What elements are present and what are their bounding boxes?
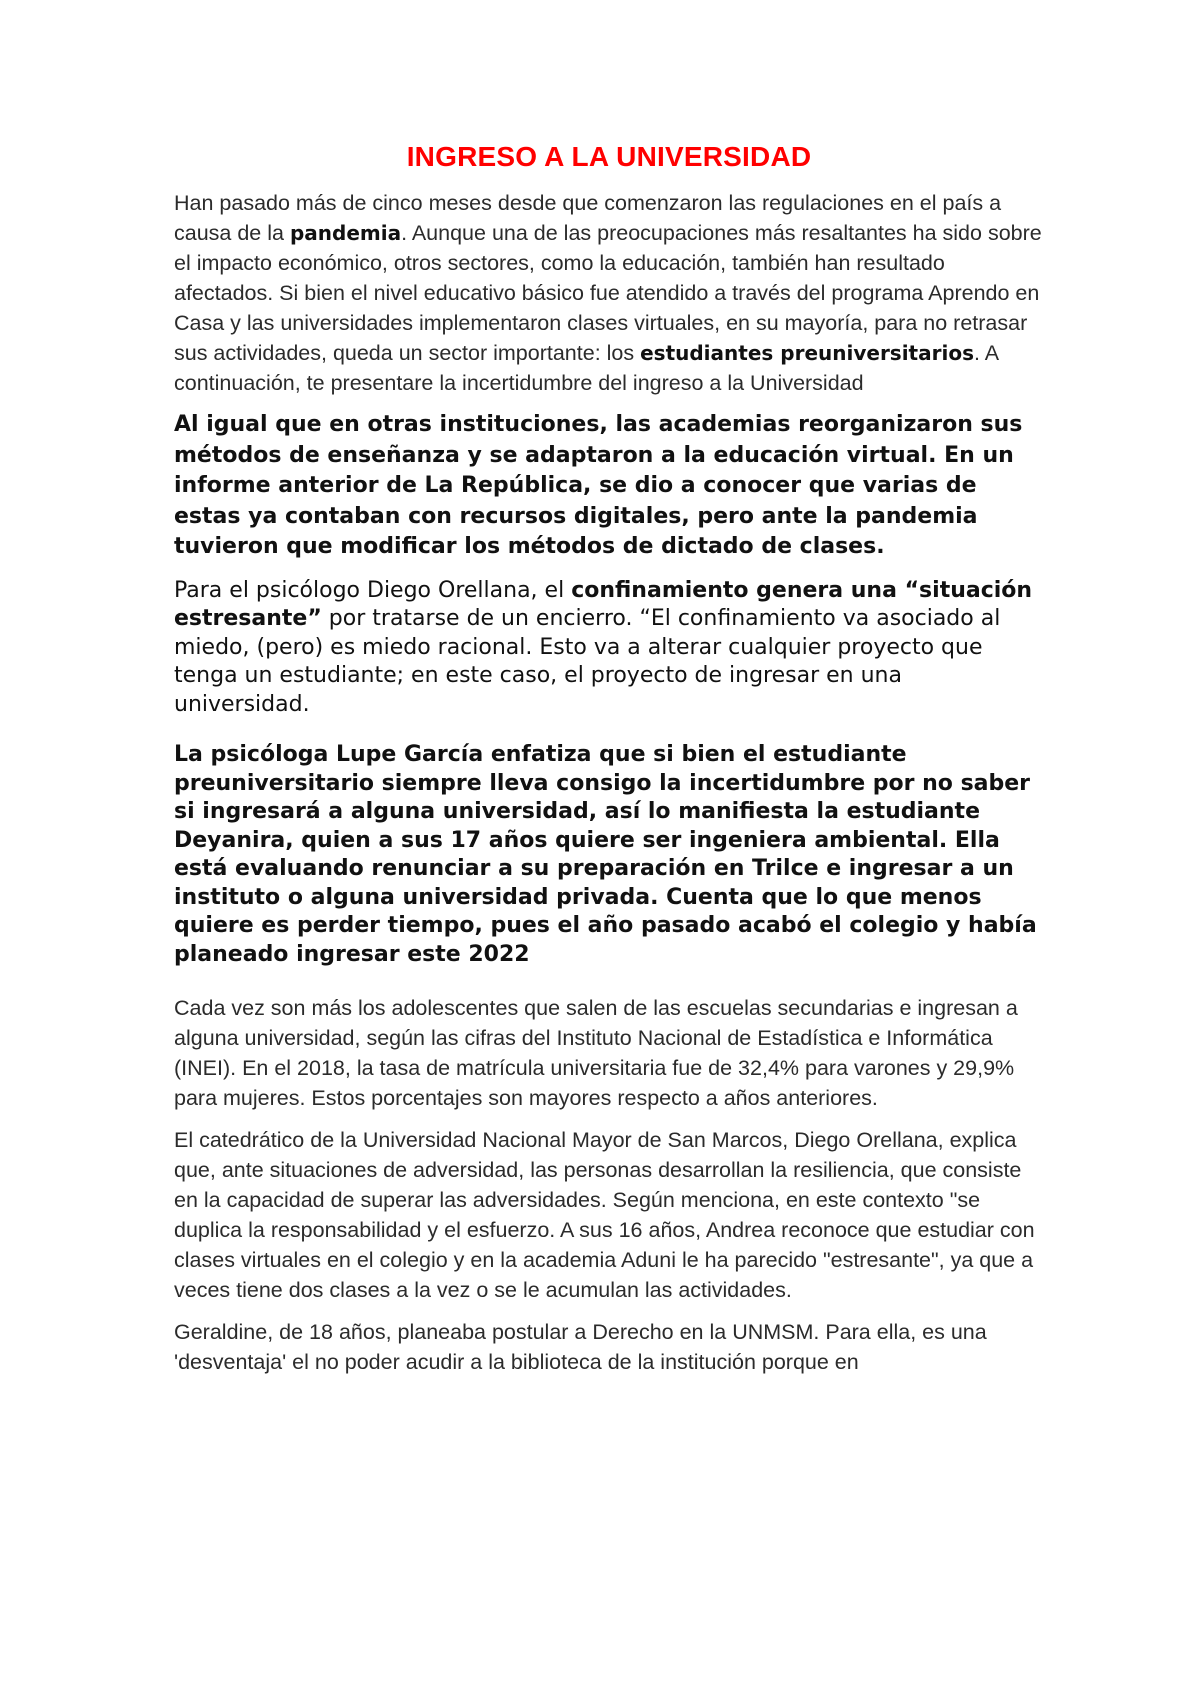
paragraph-intro <box>174 188 1044 398</box>
paragraph-intro-text-1: Han pasado más de cinco meses desde que comenzaron las regulaciones en el país a causa de la <box>174 191 1002 245</box>
document-title: INGRESO A LA UNIVERSIDAD <box>406 141 812 172</box>
paragraph-lupe-garcia: La psicóloga Lupe García enfatiza que si bien el estudiante preuniversitario siempre lleva consigo la incertidumbre por no saber si ingresará a alguna universidad, así lo manifiesta la estudiante Deyanira, quien a sus 17 años quiere ser ingeniera ambiental. Ella está evaluando renunciar a su preparación en Trilce e ingresar a un instituto o alguna universidad privada. Cuenta que lo que menos quiere es perder tiempo, pues el año pasado acabó el colegio y había planeado ingresar este 2022 <box>174 742 1037 967</box>
paragraph-inei-stats: Cada vez son más los adolescentes que salen de las escuelas secundarias e ingresan a alguna universidad, según las cifras del Instituto Nacional de Estadística e Informática (INEI). En el 2018, la tasa de matrícula universitaria fue de 32,4% para varones y 29,9% para mujeres. Estos porcentajes son mayores respecto a años anteriores. <box>174 996 1018 1110</box>
paragraph-academias-text-2: , se dio a conocer que varias de estas ya contaban con recursos digitales, pero ante la pandemia tuvieron que modificar los métodos de dictado de clases. <box>174 473 978 559</box>
paragraph-intro-text-2: . Aunque una de las preocupaciones más resaltantes ha sido sobre el impacto económico, otros sectores, como la educación, también han resultado afectados. Si bien el nivel educativo básico fue atendido a través del programa Aprendo en Casa y las universidades implementaron clases virtuales, en su mayoría, para no retrasar sus actividades, queda un sector importante: los <box>174 221 1042 365</box>
paragraph-resiliencia: El catedrático de la Universidad Nacional Mayor de San Marcos, Diego Orellana, explica que, ante situaciones de adversidad, las personas desarrollan la resiliencia, que consiste en la capacidad de superar las adversidades. Según menciona, en este contexto "se duplica la responsabilidad y el esfuerzo. A sus 16 años, Andrea reconoce que estudiar con clases virtuales en el colegio y en la academia Aduni le ha parecido "estresante", ya que a veces tiene dos clases a la vez o se le acumulan las actividades. <box>174 1128 1035 1302</box>
paragraph-intro-text-3: . A continuación, te presentare la incertidumbre del ingreso a la Universidad <box>174 341 998 395</box>
paragraph-orellana-text-2: por tratarse de un encierro. “El confinamiento va asociado al miedo, (pero) es miedo racional. Esto va a alterar cualquier proyecto que tenga un estudiante; en este caso, el proyecto de ingresar en una universidad. <box>174 606 1001 717</box>
paragraph-geraldine: Geraldine, de 18 años, planeaba postular a Derecho en la UNMSM. Para ella, es una 'desventaja' el no poder acudir a la biblioteca de la institución porque en <box>174 1320 987 1374</box>
source-la-republica: La República <box>424 473 584 498</box>
paragraph-orellana-text-1: Para el psicólogo Diego Orellana, el <box>174 577 572 603</box>
keyword-estudiantes-preuniversitarios: estudiantes preuniversitarios <box>640 341 974 365</box>
highlight-confinamiento: confinamiento genera una “situación estresante” <box>174 577 1033 631</box>
keyword-pandemia: pandemia <box>289 221 402 245</box>
paragraph-academias-text-1: Al igual que en otras instituciones, las academias reorganizaron sus métodos de enseñanza y se adaptaron a la educación virtual. En un informe anterior de <box>174 412 1023 498</box>
paragraph-orellana-quote <box>174 577 1044 720</box>
document-body <box>174 140 1044 1389</box>
paragraph-academias <box>174 410 1044 563</box>
